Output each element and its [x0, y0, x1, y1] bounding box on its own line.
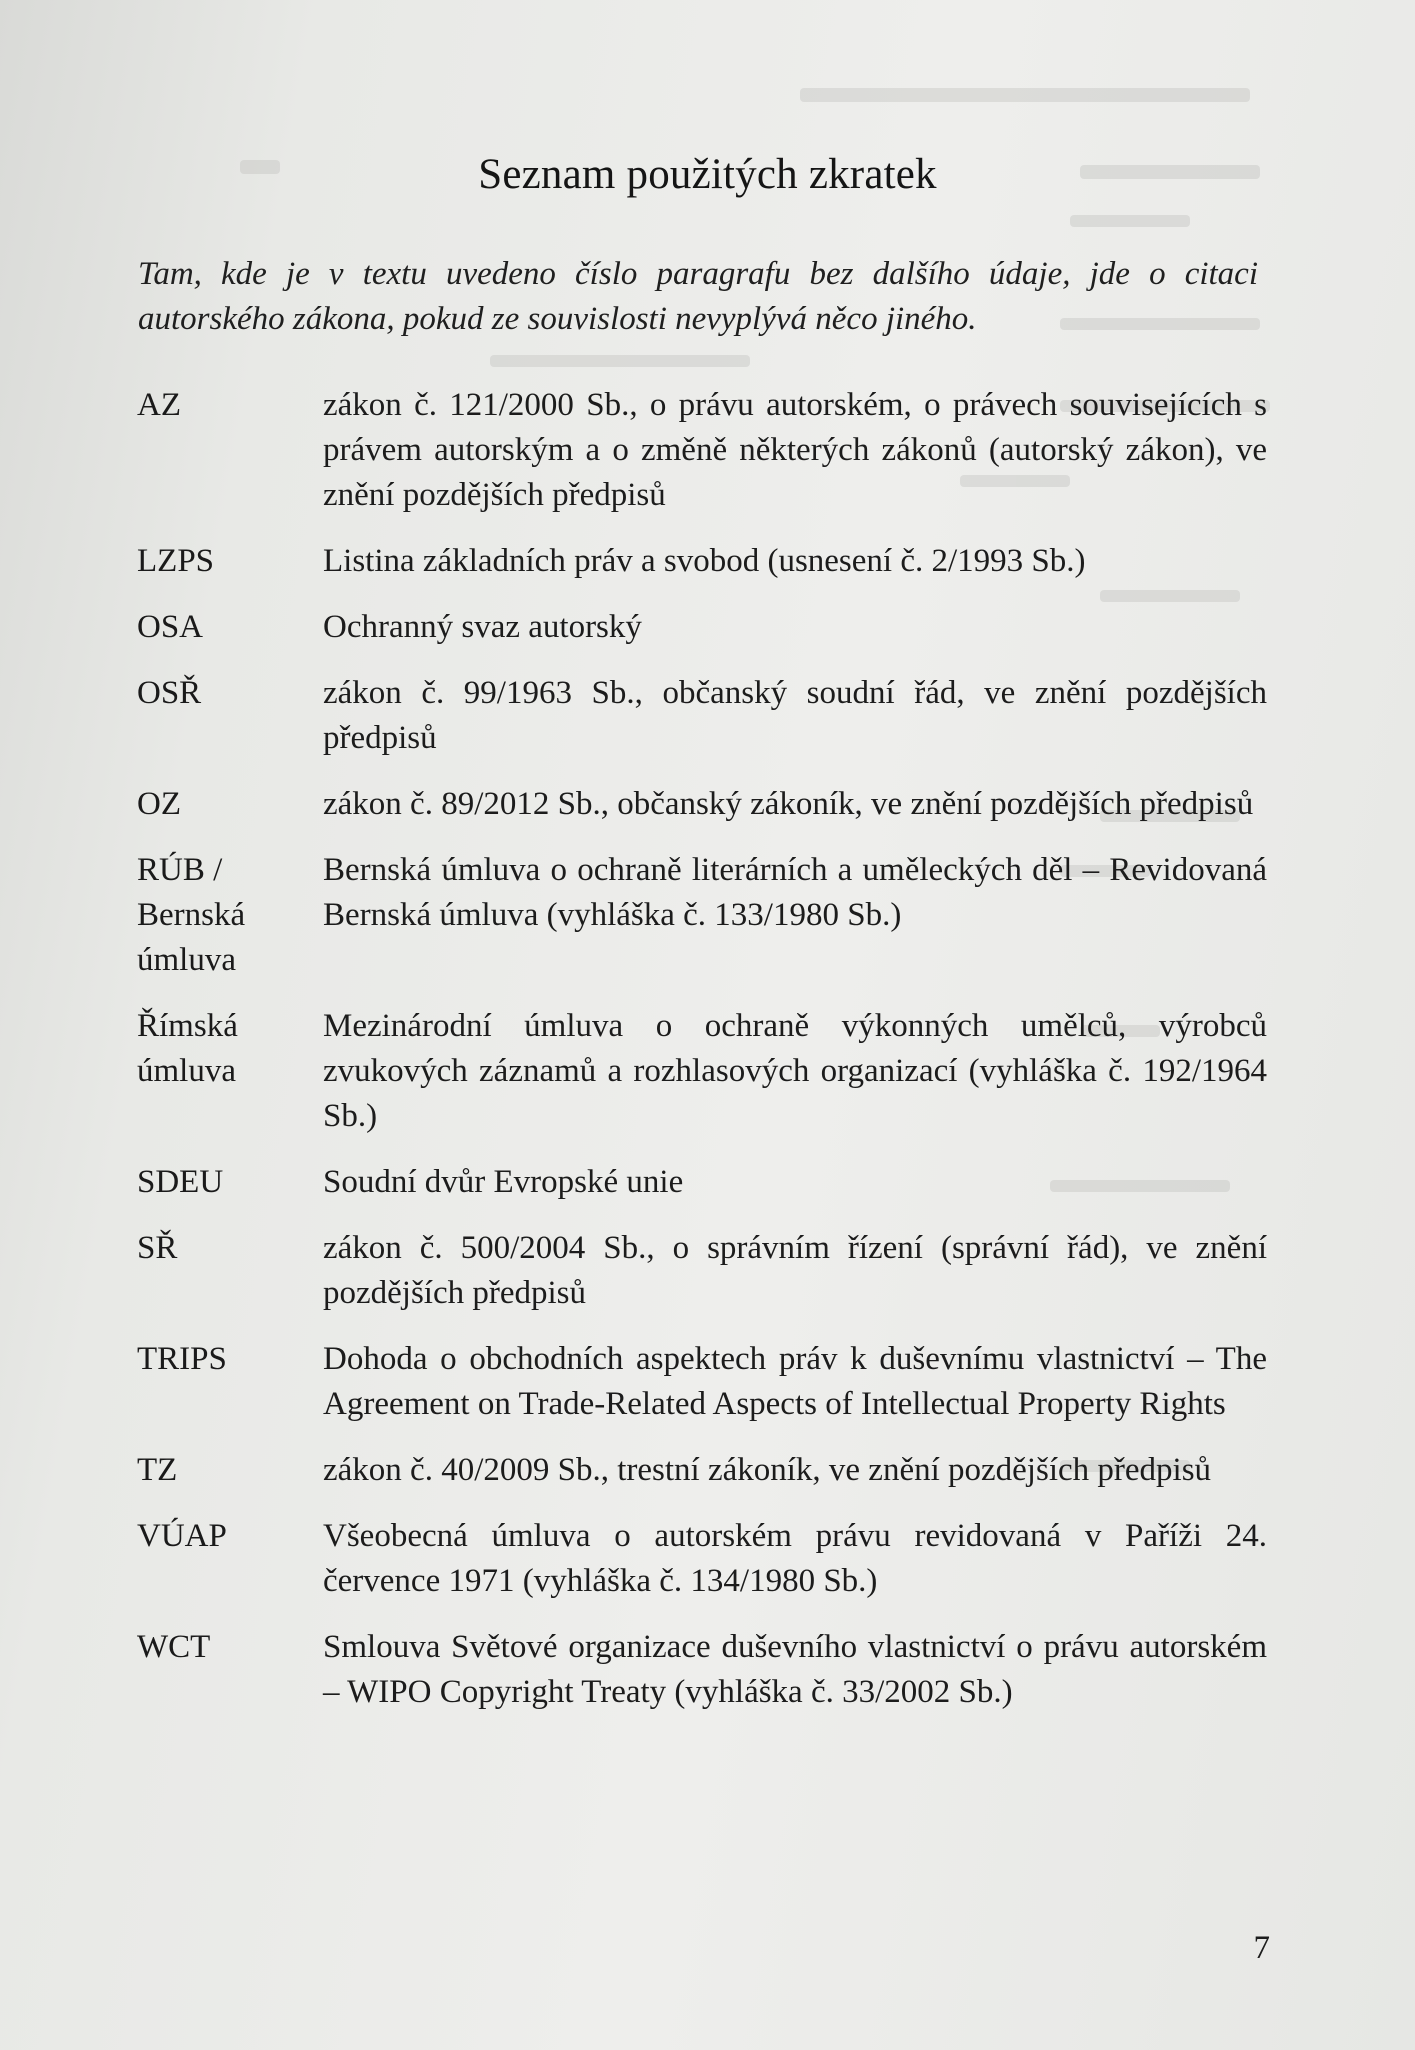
intro-paragraph: Tam, kde je v textu uvedeno číslo paragrafu bez dalšího údaje, jde o citaci autorského zákona, pokud ze souvislosti nevyplývá něco jiného.: [138, 256, 1258, 337]
abbreviation-definition: Soudní dvůr Evropské unie: [323, 1164, 684, 1200]
abbreviation-term: OSŘ: [137, 675, 202, 711]
abbreviation-entry: [137, 1448, 1267, 1493]
abbreviation-definition: zákon č. 40/2009 Sb., trestní zákoník, ve znění pozdějších předpisů: [323, 1452, 1212, 1488]
abbreviation-entry: [137, 671, 1267, 761]
abbreviation-term: OZ: [137, 786, 181, 822]
abbreviation-definition: zákon č. 89/2012 Sb., občanský zákoník, ve znění pozdějších předpisů: [323, 786, 1254, 822]
page-number: 7: [1253, 1930, 1270, 1966]
abbreviation-list: [137, 383, 1267, 1736]
abbreviation-term: RÚB / Bernská úmluva: [137, 852, 246, 978]
abbreviation-term: VÚAP: [137, 1518, 227, 1554]
abbreviation-definition: Ochranný svaz autorský: [323, 609, 642, 645]
abbreviation-term: TRIPS: [137, 1341, 227, 1377]
abbreviation-entry: [137, 605, 1267, 650]
abbreviation-entry: [137, 1160, 1267, 1205]
abbreviation-term: TZ: [137, 1452, 178, 1488]
abbreviation-entry: [137, 1625, 1267, 1715]
abbreviation-definition: Bernská úmluva o ochraně literárních a uměleckých děl – Revidovaná Bernská úmluva (vyhláška č. 133/1980 Sb.): [323, 852, 1267, 933]
abbreviation-entry: [137, 539, 1267, 584]
abbreviation-term: Římská úmluva: [137, 1008, 238, 1089]
abbreviation-entry: [137, 782, 1267, 827]
abbreviation-term: AZ: [137, 387, 181, 423]
abbreviation-entry: [137, 1514, 1267, 1604]
abbreviation-term: WCT: [137, 1629, 211, 1665]
abbreviation-definition: Listina základních práv a svobod (usnesení č. 2/1993 Sb.): [323, 543, 1086, 579]
abbreviation-term: SDEU: [137, 1164, 224, 1200]
abbreviation-entry: [137, 383, 1267, 518]
abbreviation-definition: Dohoda o obchodních aspektech práv k duševnímu vlastnictví – The Agreement on Trade-Related Aspects of Intellectual Property Rights: [323, 1341, 1267, 1422]
abbreviation-term: LZPS: [137, 543, 215, 579]
abbreviation-entry: [137, 1004, 1267, 1139]
abbreviation-definition: Smlouva Světové organizace duševního vlastnictví o právu autorském – WIPO Copyright Treaty (vyhláška č. 33/2002 Sb.): [323, 1629, 1267, 1710]
abbreviation-definition: zákon č. 500/2004 Sb., o správním řízení (správní řád), ve znění pozdějších předpisů: [323, 1230, 1267, 1311]
abbreviation-term: OSA: [137, 609, 204, 645]
abbreviation-definition: zákon č. 121/2000 Sb., o právu autorském, o právech souvisejících s právem autorským a o změně některých zákonů (autorský zákon), ve znění pozdějších předpisů: [323, 387, 1267, 513]
page-title: Seznam použitých zkratek: [478, 151, 937, 198]
abbreviation-definition: Všeobecná úmluva o autorském právu revidovaná v Paříži 24. července 1971 (vyhláška č. 134/1980 Sb.): [323, 1518, 1267, 1599]
abbreviation-definition: zákon č. 99/1963 Sb., občanský soudní řád, ve znění pozdějších předpisů: [323, 675, 1267, 756]
abbreviation-entry: [137, 1337, 1267, 1427]
abbreviation-definition: Mezinárodní úmluva o ochraně výkonných umělců, výrobců zvukových záznamů a rozhlasových organizací (vyhláška č. 192/1964 Sb.): [323, 1008, 1267, 1134]
abbreviation-entry: [137, 848, 1267, 983]
abbreviation-entry: [137, 1226, 1267, 1316]
abbreviation-term: SŘ: [137, 1230, 178, 1266]
